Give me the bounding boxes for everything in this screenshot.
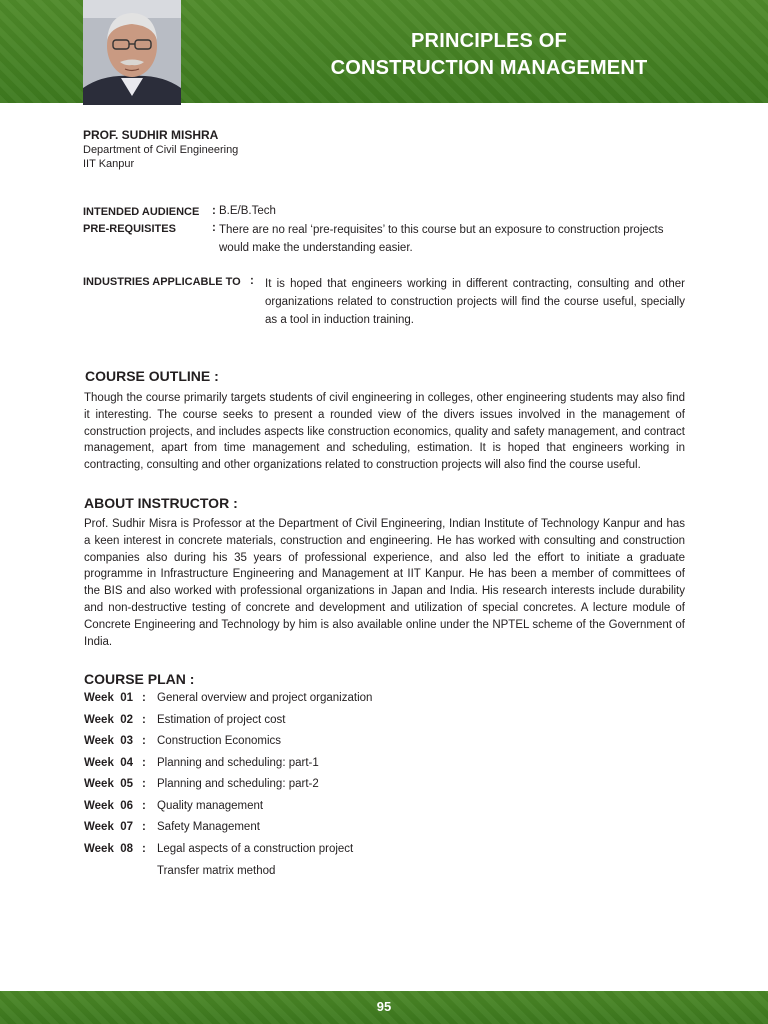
prereq-label: PRE-REQUISITES — [83, 223, 176, 235]
course-plan-colon: : — [142, 714, 146, 726]
course-plan-colon: : — [142, 778, 146, 790]
instructor-affiliation — [83, 143, 238, 171]
course-plan-week: Week 05 — [84, 778, 134, 790]
course-plan-topic: Planning and scheduling: part-1 — [157, 757, 319, 769]
course-plan-topic: Legal aspects of a construction project — [157, 843, 354, 855]
course-plan-heading: COURSE PLAN : — [84, 671, 195, 687]
instructor-department: Department of Civil Engineering — [83, 144, 239, 156]
course-plan-week: Week 08 — [84, 843, 134, 855]
course-plan-week: Week 06 — [84, 800, 134, 812]
page-title — [300, 28, 678, 82]
prereq-value: There are no real ‘pre-requisites’ to this course but an exposure to construction projects would make the understanding easier. — [219, 224, 664, 254]
course-plan-topic: Planning and scheduling: part-2 — [157, 778, 319, 790]
about-instructor-text: Prof. Sudhir Misra is Professor at the Department of Civil Engineering, Indian Institute of Technology Kanpur and has a keen interest in concrete materials, construction and engineering. He has worked with consulting and construction companies also during his 35 years of professional experience, and also led the effort to initiate a graduate programme in Infrastructure Engineering and Management at IIT Kanpur. He has been a member of committees of the BIS and also worked with professional organizations in Japan and India. His research interests include durability and non-destructive testing of concrete and development and utilization of special concretes. A lecture module of Concrete Engineering and Technology by him is also available online under the NPTEL scheme of the Government of India. — [84, 518, 685, 648]
audience-colon: : — [212, 205, 216, 217]
footer-banner — [0, 991, 768, 1024]
prereq-colon: : — [212, 222, 216, 234]
course-plan-topic: Safety Management — [157, 821, 260, 833]
course-plan-topic: Quality management — [157, 800, 264, 812]
instructor-photo-drawing — [83, 0, 181, 105]
course-plan-colon: : — [142, 800, 146, 812]
course-plan-colon: : — [142, 692, 146, 704]
course-plan-week: Week 03 — [84, 735, 134, 747]
industries-label: INDUSTRIES APPLICABLE TO — [83, 276, 241, 288]
industries-value: It is hoped that engineers working in different contracting, consulting and other organizations related to construction projects will find the course useful, specially as a tool in induction training. — [265, 278, 685, 326]
course-plan-colon: : — [142, 757, 146, 769]
course-plan-topic: Construction Economics — [157, 735, 281, 747]
course-outline-heading: COURSE OUTLINE : — [85, 368, 219, 384]
instructor-photo — [83, 0, 181, 105]
course-plan-week: Week 01 — [84, 692, 134, 704]
course-plan-week: Week 02 — [84, 714, 134, 726]
course-plan-colon: : — [142, 735, 146, 747]
header-banner — [0, 0, 768, 103]
course-plan-colon: : — [142, 821, 146, 833]
instructor-institute: IIT Kanpur — [83, 158, 135, 170]
course-plan-colon: : — [142, 843, 146, 855]
audience-value: B.E/B.Tech — [219, 205, 276, 217]
course-outline-text: Though the course primarily targets students of civil engineering in colleges, other engineering students may also find it interesting. The course seeks to present a rounded view of the divers issues involved in the management of construction projects, and includes aspects like construction economics, quality and safety management, and contract management, apart from time management and scheduling, estimation. It is hoped that engineers working in contracting, consulting and other organizations related to construction projects will also find the course useful. — [84, 392, 685, 472]
course-plan-topic: Estimation of project cost — [157, 714, 286, 726]
course-plan-topic: General overview and project organization — [157, 692, 373, 704]
page-title-line-2: CONSTRUCTION MANAGEMENT — [330, 57, 648, 79]
course-plan-extra-topic: Transfer matrix method — [157, 865, 276, 877]
instructor-name: PROF. SUDHIR MISHRA — [83, 128, 219, 142]
about-instructor-heading: ABOUT INSTRUCTOR : — [84, 495, 238, 511]
course-plan-week: Week 07 — [84, 821, 134, 833]
course-plan-week: Week 04 — [84, 757, 134, 769]
industries-colon: : — [250, 275, 254, 287]
audience-label: INTENDED AUDIENCE — [83, 206, 200, 218]
page-title-line-1: PRINCIPLES OF — [411, 30, 567, 52]
page-number: 95 — [376, 999, 392, 1014]
